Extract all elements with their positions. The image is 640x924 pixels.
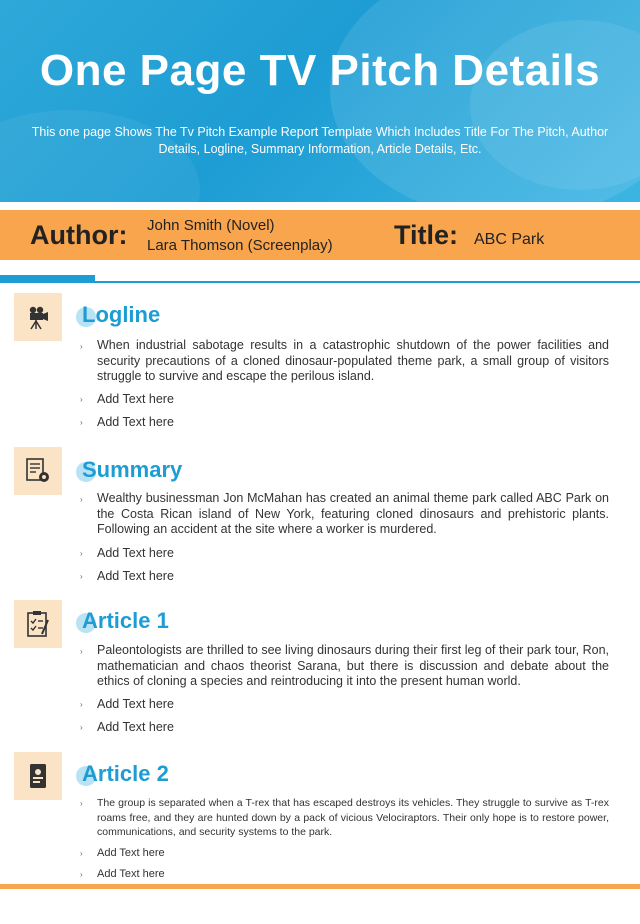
bullet-icon: › (80, 572, 83, 581)
page-subtitle: This one page Shows The Tv Pitch Example Report Template Which Includes Title For The Pitch, Author Details, Logline, Summary Information, Article Details, Etc. (31, 125, 609, 156)
title-value: ABC Park (474, 231, 545, 248)
logline-add-text-1: Add Text here (97, 392, 174, 406)
bullet-icon: › (80, 700, 83, 709)
author-label: Author: (30, 220, 128, 250)
footer-divider (0, 884, 640, 889)
document-gear-icon (14, 447, 62, 495)
bullet-icon: › (80, 870, 83, 879)
bullet-icon: › (80, 549, 83, 558)
logline-add-text-2: Add Text here (97, 415, 174, 429)
article-1-add-text-1: Add Text here (97, 697, 174, 711)
section-title-summary: Summary (82, 457, 182, 483)
clipboard-checklist-icon (14, 600, 62, 648)
id-card-icon (14, 752, 62, 800)
summary-add-text-2: Add Text here (97, 569, 174, 583)
summary-add-text-1: Add Text here (97, 546, 174, 560)
logline-text: When industrial sabotage results in a catastrophic shutdown of the power facilities and security precautions of a cloned dinosaur-populated theme park, a small group of visitors struggle to survive and escape the perilous island. (97, 338, 609, 383)
movie-camera-icon (14, 293, 62, 341)
author-names (147, 216, 333, 256)
article-1-add-text-2: Add Text here (97, 720, 174, 734)
summary-text: Wealthy businessman Jon McMahan has created an animal theme park called ABC Park on the Costa Rican island of New York, featuring cloned dinosaurs and prehistoric plants. Following an accident at the site where a worker is murdered. (97, 491, 609, 536)
divider-line (0, 281, 640, 283)
author-bar (0, 210, 640, 260)
bullet-icon: › (80, 495, 83, 504)
bullet-icon: › (80, 342, 83, 351)
author-name-1: John Smith (Novel) (147, 217, 275, 234)
section-title-article-1: Article 1 (82, 608, 169, 634)
page-title: One Page TV Pitch Details (39, 46, 601, 95)
author-name-2: Lara Thomson (Screenplay) (147, 237, 333, 254)
article-2-text: The group is separated when a T-rex that has escaped destroys its vehicles. They struggle to survive as T-rex roams free, and they are hunted down by a pack of vicious Velociraptors. Their only hope is to restore power, communications, and security systems to the park. (97, 797, 609, 838)
article-2-add-text-2: Add Text here (97, 868, 165, 880)
article-1-text: Paleontologists are thrilled to see living dinosaurs during their first leg of their park tour, Ron, mathematician and chaos theorist Sarana, but there is discussion and debate about the ethics of cloning a species and reintroducing it into the present human world. (97, 643, 609, 688)
section-title-logline: Logline (82, 302, 160, 328)
bullet-icon: › (80, 418, 83, 427)
article-2-add-text-1: Add Text here (97, 847, 165, 859)
bullet-icon: › (80, 723, 83, 732)
bullet-icon: › (80, 849, 83, 858)
bullet-icon: › (80, 647, 83, 656)
bullet-icon: › (80, 799, 83, 808)
title-label: Title: (394, 220, 459, 250)
bullet-icon: › (80, 395, 83, 404)
section-title-article-2: Article 2 (82, 761, 169, 787)
header-banner (0, 0, 640, 202)
